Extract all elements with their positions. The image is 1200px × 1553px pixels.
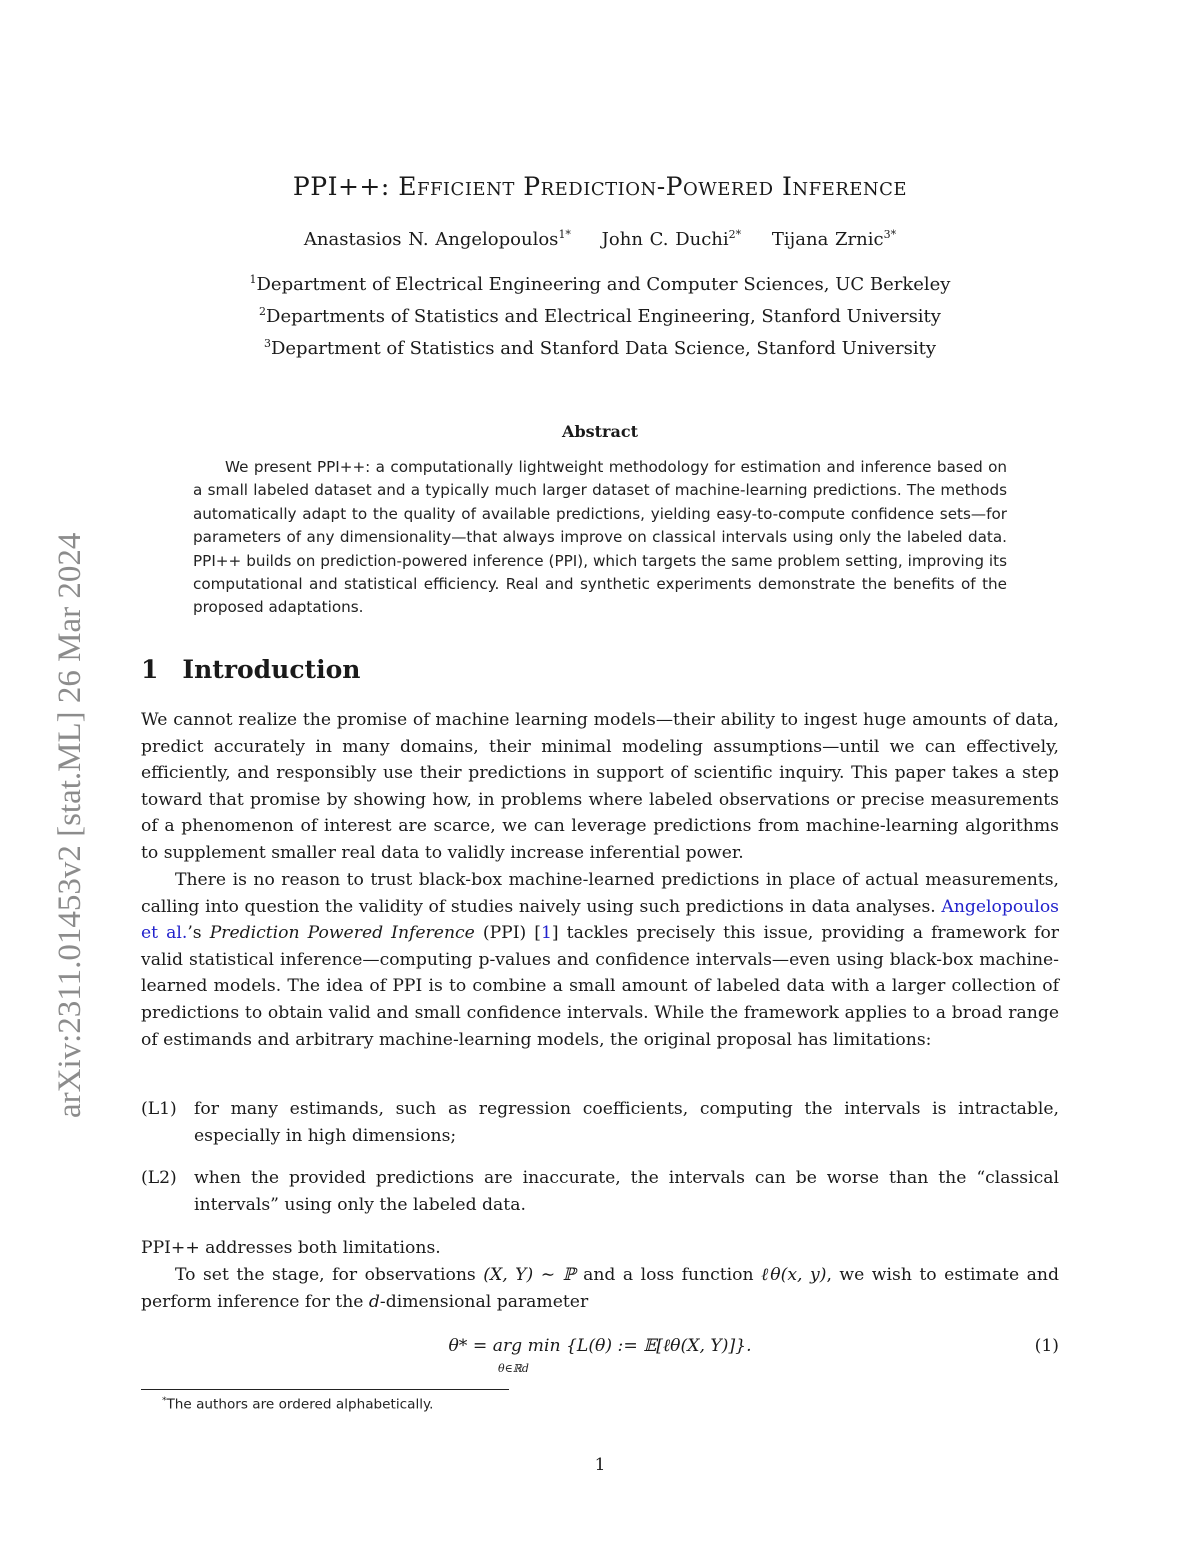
section-number: 1 — [141, 655, 159, 684]
paper-title: PPI++: Efficient Prediction-Powered Inference — [292, 172, 908, 201]
abstract-heading: Abstract — [562, 422, 638, 441]
citation-link-authors[interactable]: Angelopoulos et al. — [141, 896, 1059, 944]
reference-link[interactable]: 1 — [540, 923, 552, 944]
equation-1: θ* = arg min {L(θ) := 𝔼[ℓθ(X, Y)]}. — [448, 1336, 752, 1356]
intro-paragraph-1: We cannot realize the promise of machine learning models—their ability to ingest huge amounts of data, predict accurately in many domains, their minimal modeling assumptions—until we can effectively, efficiently, and responsibly use their predictions in support of scientific inquiry. This paper takes a step toward that promise by showing how, in problems where labeled observations or precise measurements of a phenomenon of interest are scarce, we can leverage predictions from machine-learning algorithms to supplement smaller real data to validly increase inferential power. — [141, 710, 1059, 863]
equation-number: (1) — [1034, 1336, 1059, 1356]
footnote-rule — [141, 1389, 509, 1390]
footnote: *The authors are ordered alphabetically. — [162, 1396, 434, 1413]
intro-paragraph-4: To set the stage, for observations (X, Y) ∼ ℙ and a loss function ℓθ(x, y), we wish to estimate and perform inference for the d-dimensional parameter — [141, 1265, 1060, 1312]
section-heading — [141, 655, 360, 684]
page-number: 1 — [594, 1455, 606, 1475]
intro-paragraph-3: PPI++ addresses both limitations. — [141, 1238, 441, 1258]
author: Anastasios N. Angelopoulos$^{1*}$ — [303, 228, 571, 250]
author-list — [0, 228, 1200, 250]
abstract-text: We present PPI++: a computationally lightweight methodology for estimation and inference based on a small labeled dataset and a typically much larger dataset of machine-learning predictions. The methods automatically adapt to the quality of available predictions, yielding easy-to-compute confidence sets—for parameters of any dimensionality—that always improve on classical intervals using only the labeled data. PPI++ builds on prediction-powered inference (PPI), which targets the same problem setting, improving its computational and statistical efficiency. Real and synthetic experiments demonstrate the benefits of the proposed adaptations. — [193, 458, 1007, 617]
author: Tijana Zrnic$^{3*}$ — [771, 228, 897, 250]
affiliation: $^2$Departments of Statistics and Electrical Engineering, Stanford University — [259, 305, 941, 327]
affiliation: $^1$Department of Electrical Engineering and Computer Sciences, UC Berkeley — [249, 273, 951, 295]
intro-paragraph-2: There is no reason to trust black-box machine-learned predictions in place of actual measurements, calling into question the validity of studies naively using such predictions in data analyses. Angelopoulos et al.’s Prediction Powered Inference (PPI) [1] tackles precisely this issue, providing a framework for valid statistical inference—computing p-values and confidence intervals—even using black-box machine-learned models. The idea of PPI is to combine a small amount of labeled data with a larger collection of predictions to obtain valid and small confidence intervals. While the framework applies to a broad range of estimands and arbitrary machine-learning models, the original proposal has limitations: — [141, 870, 1060, 1050]
affiliation-list — [0, 266, 1200, 362]
equation-subscript: θ∈ℝd — [498, 1362, 529, 1375]
section-title: Introduction — [182, 655, 361, 684]
affiliation: $^3$Department of Statistics and Stanford Data Science, Stanford University — [263, 337, 937, 359]
author: John C. Duchi$^{2*}$ — [601, 228, 742, 250]
arxiv-stamp: arXiv:2311.01453v2 [stat.ML] 26 Mar 2024 — [52, 532, 88, 1118]
